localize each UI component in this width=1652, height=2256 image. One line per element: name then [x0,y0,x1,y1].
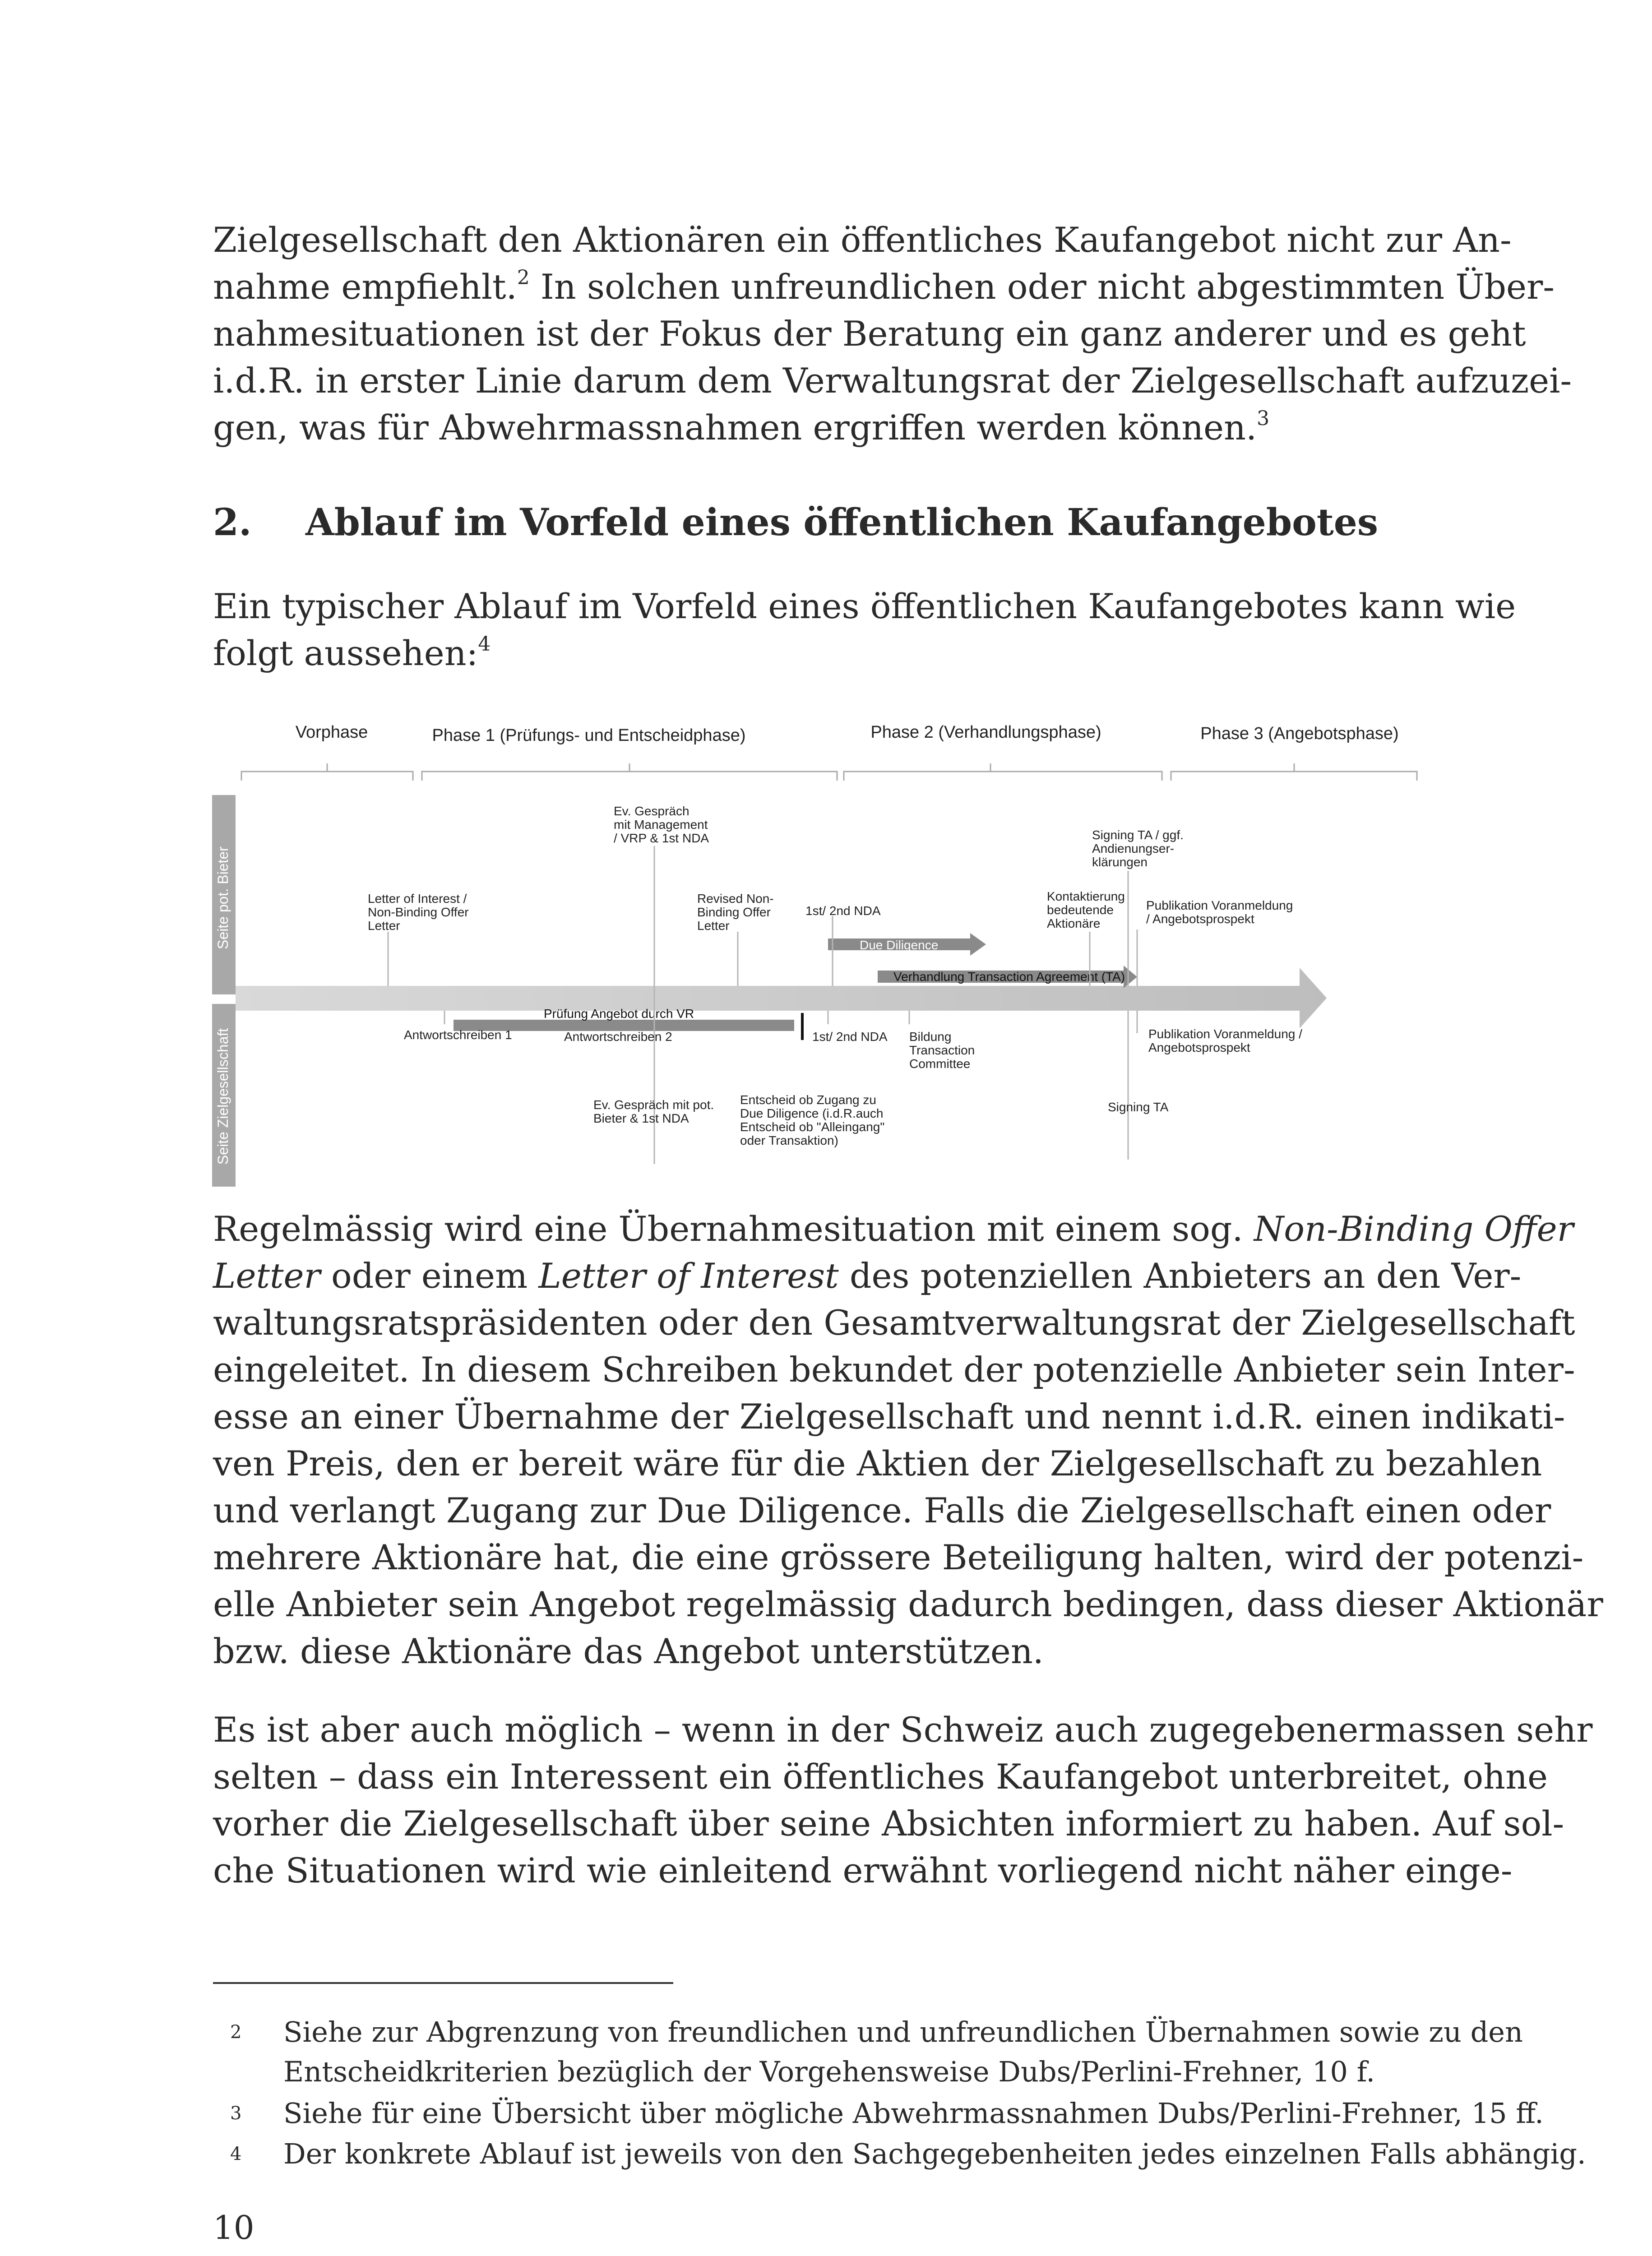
svg-text:Transaction: Transaction [909,1043,975,1057]
footnote-number: 2 [230,2022,242,2043]
text-line: bzw. diese Aktionäre das Angebot unterstützen. [213,1631,1044,1671]
phase-label: Phase 2 (Verhandlungsphase) [870,723,1101,742]
text-line: und verlangt Zugang zur Due Diligence. Falls die Zielgesellschaft einen oder [213,1490,1551,1530]
text-line: esse an einer Übernahme der Zielgesellschaft und nennt i.d.R. einen indikati- [213,1396,1565,1437]
svg-text:Andienungser-: Andienungser- [1092,841,1175,855]
text-line: elle Anbieter sein Angebot regelmässig dadurch bedingen, dass dieser Aktionär [213,1584,1603,1624]
svg-text:Aktionäre: Aktionäre [1047,916,1101,930]
svg-text:Bieter & 1st NDA: Bieter & 1st NDA [593,1111,689,1125]
svg-text:oder Transaktion): oder Transaktion) [740,1133,838,1147]
text-line: Es ist aber auch möglich – wenn in der Schweiz auch zugegebenermassen sehr [213,1710,1593,1750]
svg-text:Bildung: Bildung [909,1030,952,1044]
svg-text:klärungen: klärungen [1092,855,1148,869]
footnote-ref[interactable]: 2 [517,266,530,289]
paragraph-lead [213,583,1516,677]
text-line: eingeleitet. In diesem Schreiben bekundet der potenzielle Anbieter sein Inter- [213,1350,1575,1390]
side-label-target: Seite Zielgesellschaft [215,1028,231,1165]
svg-text:Kontaktierung: Kontaktierung [1047,889,1125,903]
svg-text:Letter: Letter [697,919,730,933]
paragraph-intro [213,217,1572,451]
svg-text:bedeutende: bedeutende [1047,903,1114,917]
text-line: vorher die Zielgesellschaft über seine Absichten informiert zu haben. Auf sol- [213,1803,1564,1844]
text-line: Zielgesellschaft den Aktionären ein öffentliches Kaufangebot nicht zur An- [213,220,1512,260]
svg-text:Due Diligence (i.d.R.auch: Due Diligence (i.d.R.auch [740,1106,884,1120]
text-line: gen, was für Abwehrmassnahmen ergriffen werden können.$^3$ [213,407,1270,448]
svg-text:/ VRP & 1st NDA: / VRP & 1st NDA [614,831,709,845]
review-label: Prüfung Angebot durch VR [544,1007,694,1021]
svg-text:Letter of Interest /: Letter of Interest / [368,892,467,906]
footnote-number: 4 [230,2144,242,2164]
due-diligence-label: Due Diligence [860,938,939,952]
text-line: waltungsratspräsidenten oder den Gesamtverwaltungsrat der Zielgesellschaft [213,1303,1575,1343]
paragraph-main [213,1206,1603,1675]
timeline-arrow [236,968,1327,1028]
phase-brackets [241,763,1417,781]
footnote-text: Siehe zur Abgrenzung von freundlichen und unfreundlichen Übernahmen sowie zu den Entscheidkriterien bezüglich der Vorgehensweise Dubs/Perlini-Frehner, 10 f. [283,2016,1523,2088]
text-line: selten – dass ein Interessent ein öffentliches Kaufangebot unterbreitet, ohne [213,1757,1548,1797]
svg-text:1st/ 2nd NDA: 1st/ 2nd NDA [812,1030,888,1044]
bidder-events [368,804,1293,933]
footnote-text: Siehe für eine Übersicht über mögliche Abwehrmassnahmen Dubs/Perlini-Frehner, 15 ff. [283,2097,1544,2130]
footnote-text: Der konkrete Ablauf ist jeweils von den Sachgegebenheiten jedes einzelnen Falls abhängig. [283,2137,1586,2170]
svg-text:mit Management: mit Management [614,818,708,832]
svg-text:Antwortschreiben 2: Antwortschreiben 2 [564,1030,672,1044]
footnote-ref[interactable]: 4 [478,632,491,656]
svg-text:Entscheid ob "Alleingang": Entscheid ob "Alleingang" [740,1120,885,1134]
text-line: i.d.R. in erster Linie darum dem Verwaltungsrat der Zielgesellschaft aufzuzei- [213,361,1572,401]
phase-label: Vorphase [295,723,368,742]
svg-text:Ev. Gespräch mit pot.: Ev. Gespräch mit pot. [593,1098,714,1112]
svg-text:/ Angebotsprospekt: / Angebotsprospekt [1146,912,1254,926]
svg-text:Binding Offer: Binding Offer [697,905,771,919]
negotiation-label: Verhandlung Transaction Agreement (TA) [893,970,1125,984]
svg-text:Publikation Voranmeldung /: Publikation Voranmeldung / [1148,1027,1302,1041]
svg-text:Antwortschreiben 1: Antwortschreiben 1 [404,1028,512,1042]
svg-text:Committee: Committee [909,1057,971,1071]
footnote-ref[interactable]: 3 [1257,407,1270,430]
phase-label: Phase 3 (Angebotsphase) [1200,724,1399,743]
footnote-number: 3 [230,2103,242,2124]
text-line: folgt aussehen:$^4$ [213,632,491,673]
svg-text:Entscheid ob Zugang zu: Entscheid ob Zugang zu [740,1093,876,1107]
text-line: Letter oder einem Letter of Interest des potenziellen Anbieters an den Ver- [213,1256,1522,1296]
process-diagram [208,713,1453,1191]
text-line: Ein typischer Ablauf im Vorfeld eines öffentlichen Kaufangebotes kann wie [213,586,1516,626]
svg-text:Publikation Voranmeldung: Publikation Voranmeldung [1146,898,1293,912]
heading-number: 2. [213,501,252,544]
svg-text:Non-Binding Offer: Non-Binding Offer [368,905,469,919]
svg-text:Signing TA: Signing TA [1108,1100,1169,1114]
text-line: mehrere Aktionäre hat, die eine grössere Beteiligung halten, wird der potenzi- [213,1537,1584,1577]
svg-text:Angebotsprospekt: Angebotsprospekt [1148,1040,1250,1054]
svg-text:Letter: Letter [368,919,400,933]
footnote-separator [213,1982,673,1984]
phase-label: Phase 1 (Prüfungs- und Entscheidphase) [432,726,746,745]
heading-title: Ablauf im Vorfeld eines öffentlichen Kaufangebotes [305,501,1379,544]
text-line: nahme empfiehlt.$^2$ In solchen unfreundlichen oder nicht abgestimmten Über- [213,266,1555,307]
text-line: Regelmässig wird eine Übernahmesituation mit einem sog. Non-Binding Offer [213,1209,1573,1249]
page-number: 10 [213,2209,255,2247]
side-label-bidder: Seite pot. Bieter [215,846,231,949]
target-events [404,1027,1302,1147]
text-line: che Situationen wird wie einleitend erwähnt vorliegend nicht näher einge- [213,1850,1513,1891]
svg-text:Ev. Gespräch: Ev. Gespräch [614,804,689,818]
svg-text:Signing TA / ggf.: Signing TA / ggf. [1092,828,1184,842]
svg-text:Revised Non-: Revised Non- [697,892,774,906]
paragraph-closing [213,1706,1593,1894]
text-line: nahmesituationen ist der Fokus der Beratung ein ganz anderer und es geht [213,314,1526,354]
svg-text:1st/ 2nd NDA: 1st/ 2nd NDA [805,904,881,918]
text-line: ven Preis, den er bereit wäre für die Aktien der Zielgesellschaft zu bezahlen [213,1443,1542,1484]
